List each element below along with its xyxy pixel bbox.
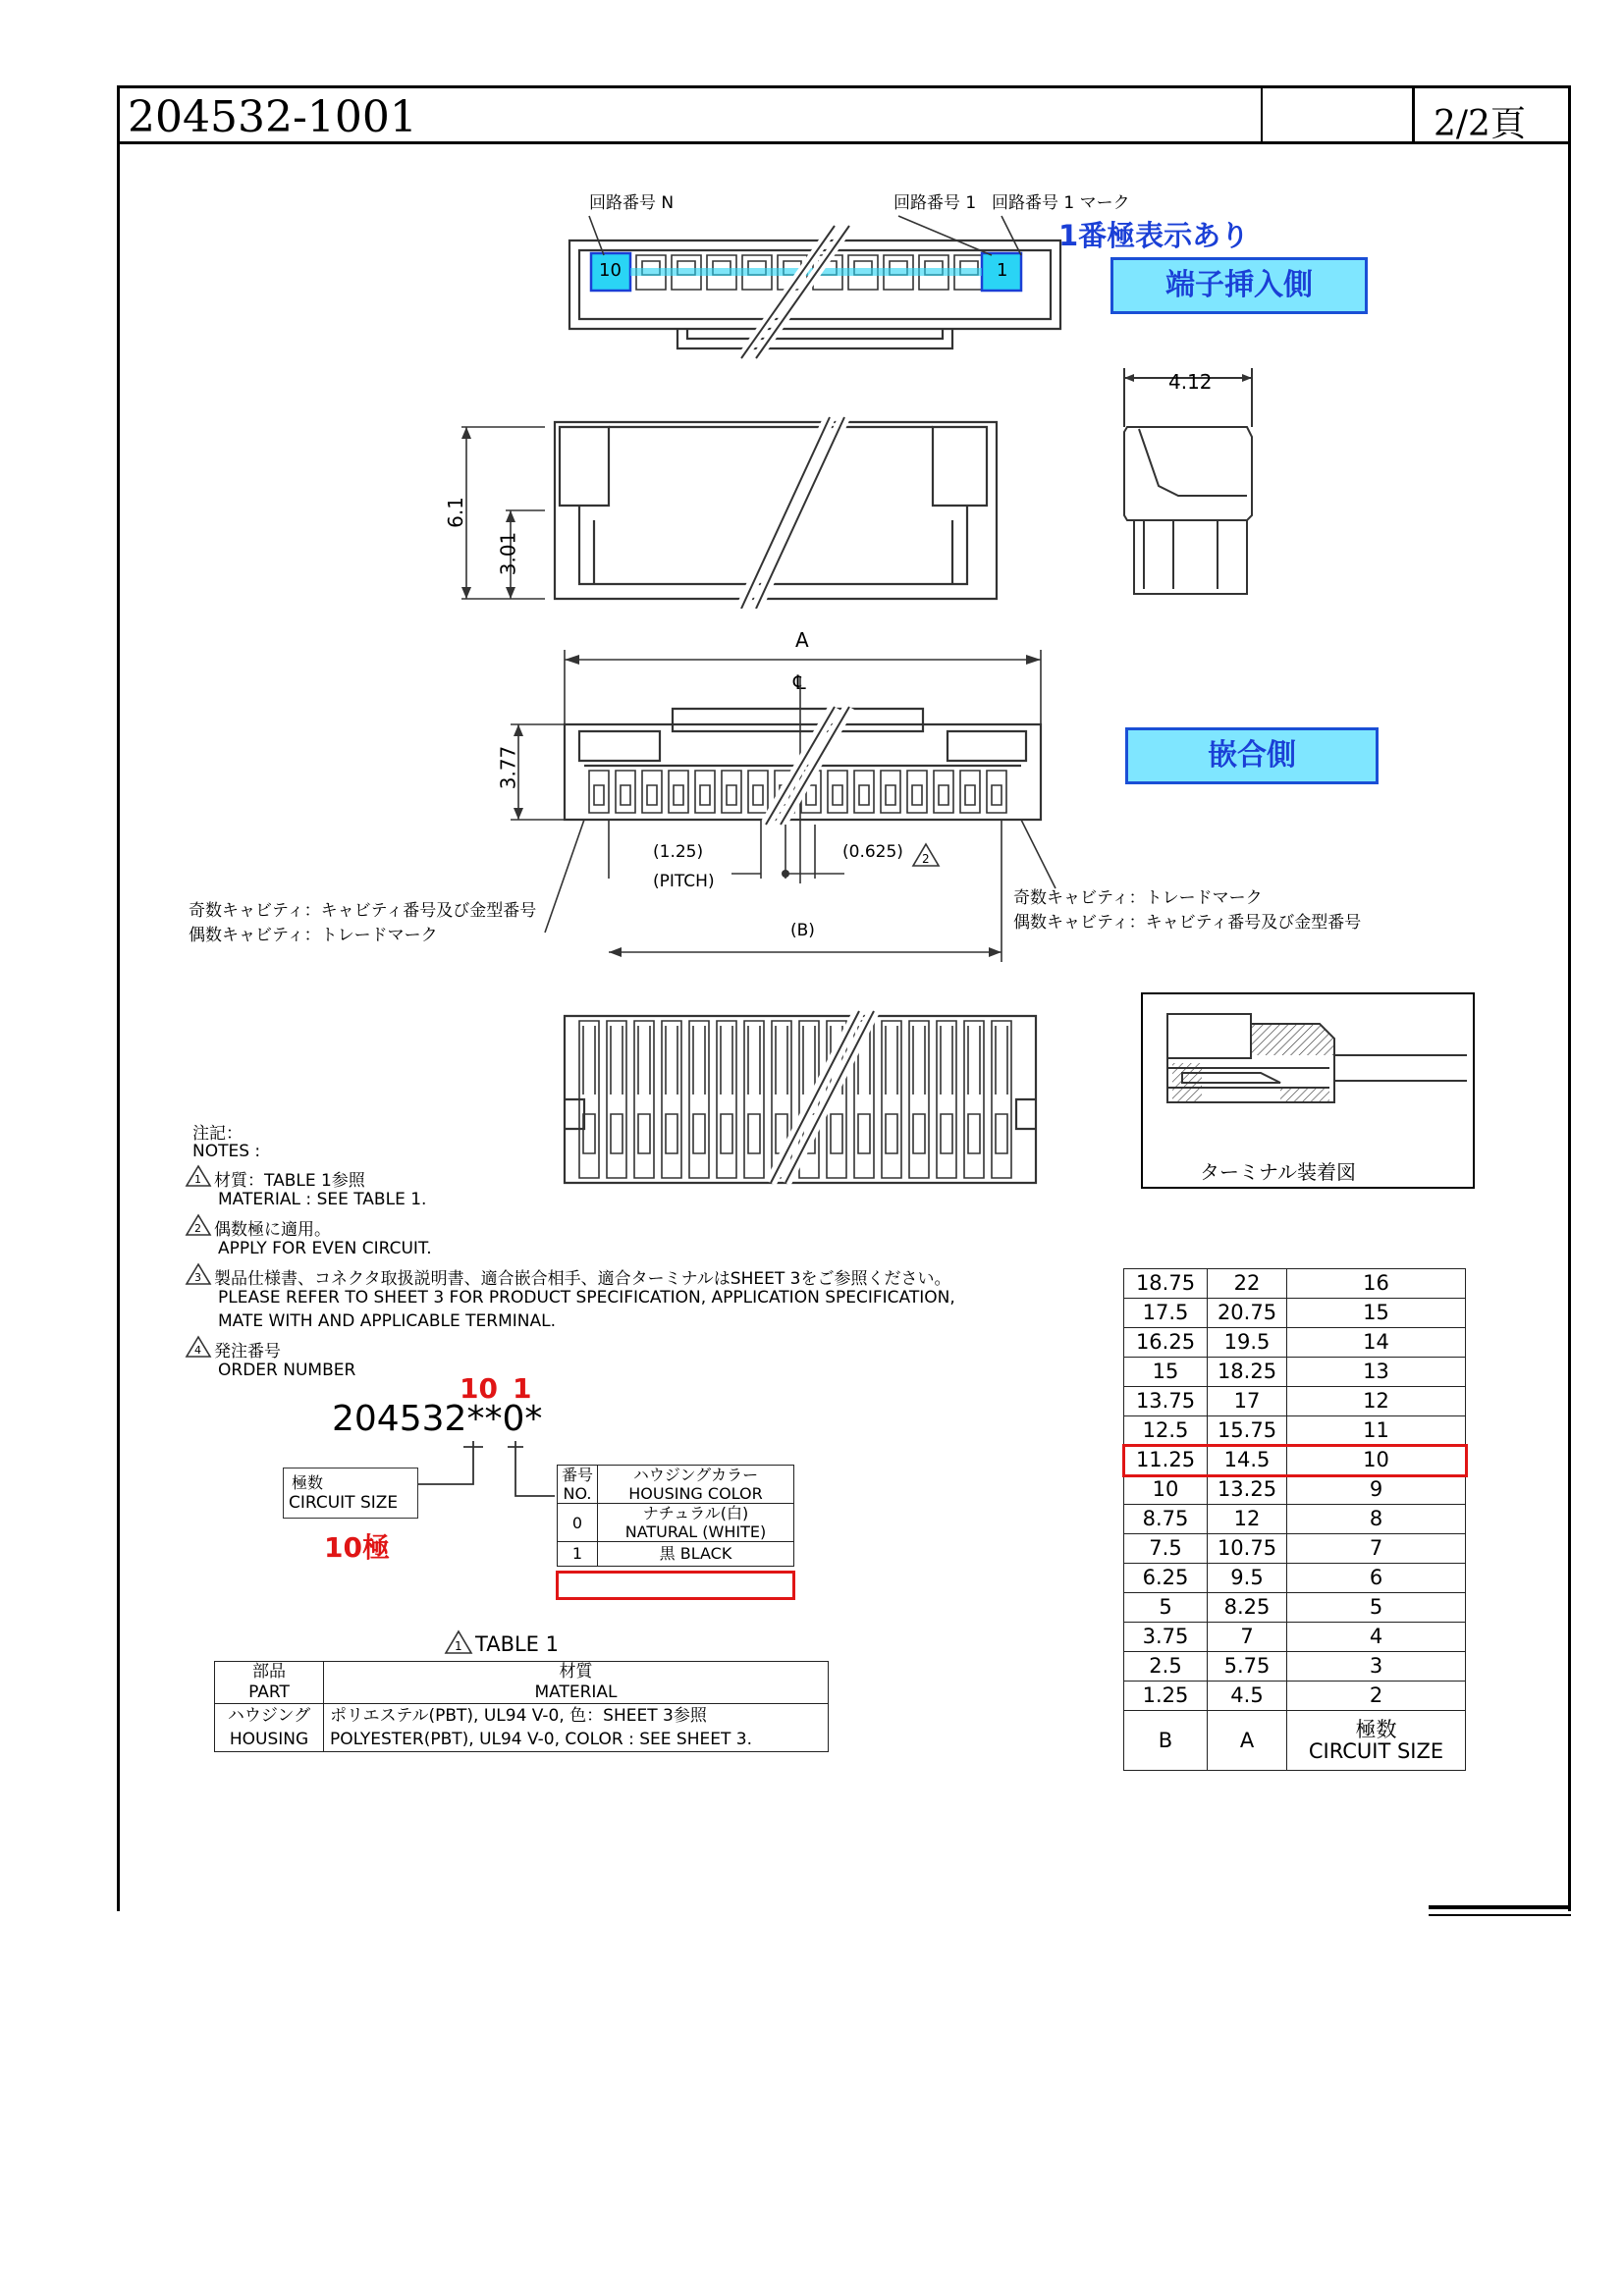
terminal-caption: ターミナル装着図: [1200, 1160, 1356, 1184]
frame-bottom-mark: [1429, 1905, 1571, 1909]
dim-cell-b: 1.25: [1124, 1682, 1208, 1711]
offset-note-number: 2: [922, 852, 930, 866]
bottom-slot: [882, 1021, 901, 1178]
svg-text:4: 4: [194, 1344, 201, 1357]
dim-table-row: [1124, 1682, 1466, 1711]
dim-cell-b: 15: [1124, 1358, 1208, 1387]
table1: [214, 1661, 829, 1752]
black-color-highlight: [556, 1571, 795, 1600]
dim-cell-b: 18.75: [1124, 1269, 1208, 1299]
insertion-side-label: 端子挿入側: [1110, 257, 1368, 314]
hc-head-color-en: HOUSING COLOR: [628, 1484, 763, 1503]
dim-cell-a: 13.25: [1208, 1475, 1287, 1505]
hc-row0-color-jp: ナチュラル(白): [642, 1504, 749, 1522]
dim-table-row: [1124, 1416, 1466, 1446]
pitch-value: (1.25): [653, 842, 704, 862]
frame-right: [1568, 144, 1571, 1911]
dim-cell-a: 10.75: [1208, 1534, 1287, 1564]
note-4-en: ORDER NUMBER: [218, 1361, 356, 1380]
elev-dim-partial: 3.01: [496, 531, 520, 576]
svg-text:3: 3: [194, 1271, 201, 1284]
dim-cell-size: 6: [1287, 1564, 1466, 1593]
note-2-jp: 偶数極に適用。: [214, 1220, 331, 1240]
svg-text:1: 1: [194, 1173, 201, 1186]
dim-cell-b: 5: [1124, 1593, 1208, 1623]
dim-footer-size: [1287, 1711, 1466, 1771]
part-number: 204532-1001: [128, 92, 417, 142]
note-4-jp: 発注番号: [214, 1342, 281, 1362]
note-3-en2: MATE WITH AND APPLICABLE TERMINAL.: [218, 1311, 556, 1331]
dim-cell-b: 11.25: [1124, 1446, 1208, 1475]
dim-cell-size: 13: [1287, 1358, 1466, 1387]
t1-head-part-en: PART: [248, 1682, 290, 1702]
dimension-table: [1123, 1268, 1466, 1771]
sheet-number: 2/2頁: [1434, 104, 1526, 144]
right-note-1: 奇数キャビティ：トレードマーク: [1013, 888, 1263, 908]
dim-table-row: [1124, 1534, 1466, 1564]
circuit-1-mark-label: 回路番号 1 マーク: [992, 193, 1130, 213]
dim-cell-a: 4.5: [1208, 1682, 1287, 1711]
hc-row1-no: 1: [558, 1542, 598, 1567]
dim-table-row: [1124, 1505, 1466, 1534]
t1-head-part: [215, 1662, 324, 1704]
hc-head-no: [558, 1466, 598, 1504]
front-slot: [695, 771, 715, 813]
hc-head-color: [598, 1466, 794, 1504]
bottom-slot: [964, 1021, 984, 1178]
dim-cell-a: 5.75: [1208, 1652, 1287, 1682]
dim-cell-size: 5: [1287, 1593, 1466, 1623]
circuit-size-en: CIRCUIT SIZE: [289, 1493, 399, 1513]
dim-table-row: [1124, 1299, 1466, 1328]
bottom-view-drawing: [560, 1006, 1051, 1188]
title-block: [117, 85, 1571, 144]
dim-table-row: [1124, 1269, 1466, 1299]
bottom-slot: [634, 1021, 654, 1178]
bottom-slot: [689, 1021, 709, 1178]
bottom-slot: [607, 1021, 626, 1178]
t1-row-mat: [324, 1704, 829, 1752]
front-slot: [960, 771, 980, 813]
dim-table-row: [1124, 1652, 1466, 1682]
dim-cell-a: 18.25: [1208, 1358, 1287, 1387]
t1-row-part: [215, 1704, 324, 1752]
front-view-drawing: [491, 638, 1060, 962]
dim-cell-b: 3.75: [1124, 1623, 1208, 1652]
circuit-size-box: [283, 1468, 418, 1519]
bottom-slot: [744, 1021, 764, 1178]
dim-cell-b: 10: [1124, 1475, 1208, 1505]
t1-row-mat-jp: ポリエステル(PBT), UL94 V-0, 色：SHEET 3参照: [330, 1706, 707, 1726]
pin1-note: 1番極表示あり: [1058, 219, 1250, 252]
dim-cell-b: 13.75: [1124, 1387, 1208, 1416]
note-4-triangle-icon: [185, 1335, 212, 1359]
dim-cell-a: 9.5: [1208, 1564, 1287, 1593]
dim-cell-b: 7.5: [1124, 1534, 1208, 1564]
dim-cell-b: 16.25: [1124, 1328, 1208, 1358]
front-slot: [987, 771, 1006, 813]
title-divider: [1261, 88, 1415, 141]
dim-table-row: [1124, 1564, 1466, 1593]
dim-footer-b: B: [1124, 1711, 1208, 1771]
bottom-slot: [662, 1021, 681, 1178]
dim-cell-size: 9: [1287, 1475, 1466, 1505]
front-dim-height: 3.77: [496, 745, 520, 790]
dim-table-row: [1124, 1387, 1466, 1416]
right-note-2: 偶数キャビティ：キャビティ番号及び金型番号: [1013, 913, 1362, 933]
table1-title: TABLE 1: [475, 1632, 559, 1656]
dim-table-row: [1124, 1593, 1466, 1623]
front-slot: [881, 771, 900, 813]
dim-footer-a: A: [1208, 1711, 1287, 1771]
note-2-triangle-icon: [911, 842, 941, 868]
elev-dim-total: 6.1: [443, 497, 467, 528]
pin-1-label: 1: [997, 260, 1008, 281]
dim-table-row: [1124, 1623, 1466, 1652]
dim-cell-size: 7: [1287, 1534, 1466, 1564]
bottom-slot: [909, 1021, 929, 1178]
dim-cell-b: 2.5: [1124, 1652, 1208, 1682]
dim-table-row: [1124, 1328, 1466, 1358]
svg-text:1: 1: [455, 1639, 462, 1653]
t1-head-mat-en: MATERIAL: [534, 1682, 618, 1702]
dim-a-label: A: [795, 628, 809, 652]
note-1-jp: 材質：TABLE 1参照: [214, 1171, 365, 1191]
left-note-1: 奇数キャビティ：キャビティ番号及び金型番号: [189, 901, 537, 921]
front-slot: [828, 771, 847, 813]
dim-cell-b: 12.5: [1124, 1416, 1208, 1446]
dim-cell-size: 11: [1287, 1416, 1466, 1446]
bottom-slot: [937, 1021, 956, 1178]
notes-title-en: NOTES :: [192, 1142, 261, 1161]
order-mark-circuit: 10: [460, 1372, 498, 1405]
t1-head-mat: [324, 1662, 829, 1704]
dim-cell-a: 17: [1208, 1387, 1287, 1416]
t1-head-mat-jp: 材質: [559, 1662, 593, 1682]
front-slot: [748, 771, 768, 813]
front-slot: [589, 771, 609, 813]
dim-footer-size-jp: 極数: [1355, 1718, 1397, 1741]
dim-cell-size: 16: [1287, 1269, 1466, 1299]
side-view-drawing: [1100, 358, 1276, 604]
circuit-10-highlight: [1122, 1444, 1468, 1477]
dim-cell-size: 12: [1287, 1387, 1466, 1416]
dim-cell-size: 10: [1287, 1446, 1466, 1475]
dim-cell-size: 3: [1287, 1652, 1466, 1682]
pin-10-label: 10: [599, 260, 622, 281]
dim-cell-size: 14: [1287, 1328, 1466, 1358]
hc-row0-color-en: NATURAL (WHITE): [624, 1522, 767, 1541]
dim-cell-size: 8: [1287, 1505, 1466, 1534]
dim-cell-size: 4: [1287, 1623, 1466, 1652]
hc-head-no-en: NO.: [563, 1484, 592, 1503]
t1-head-part-jp: 部品: [252, 1662, 286, 1682]
note-2-triangle-icon-notes: [185, 1213, 212, 1237]
t1-row-part-en: HOUSING: [229, 1730, 309, 1749]
note-3-jp: 製品仕様書、コネクタ取扱説明書、適合嵌合相手、適合ターミナルはSHEET 3をご参照ください。: [214, 1269, 951, 1289]
hc-row0-color: [598, 1504, 794, 1542]
dim-cell-a: 19.5: [1208, 1328, 1287, 1358]
front-slot: [722, 771, 741, 813]
hc-head-color-jp: ハウジングカラー: [632, 1466, 759, 1484]
centerline-mark: ℄: [793, 670, 806, 694]
note-1-triangle-icon: [185, 1164, 212, 1188]
hc-head-no-jp: 番号: [561, 1466, 593, 1484]
front-slot: [934, 771, 953, 813]
dim-cell-size: 15: [1287, 1299, 1466, 1328]
side-dim-width: 4.12: [1168, 370, 1213, 394]
notes-title-jp: 注記：: [192, 1124, 243, 1144]
housing-color-table: [557, 1465, 794, 1567]
mating-side-label: 嵌合側: [1125, 727, 1379, 784]
note-3-triangle-icon: [185, 1262, 212, 1286]
terminal-drawing: [1143, 994, 1473, 1142]
dim-cell-a: 12: [1208, 1505, 1287, 1534]
elevation-drawing: [437, 412, 1056, 609]
dim-cell-size: 2: [1287, 1682, 1466, 1711]
dim-cell-b: 6.25: [1124, 1564, 1208, 1593]
order-base-number: 204532: [332, 1399, 467, 1439]
dim-cell-b: 8.75: [1124, 1505, 1208, 1534]
dim-cell-a: 8.25: [1208, 1593, 1287, 1623]
order-suffix: **0*: [466, 1399, 543, 1439]
dim-table-row: [1124, 1358, 1466, 1387]
left-note-2: 偶数キャビティ：トレードマーク: [189, 926, 438, 945]
t1-row-part-jp: ハウジング: [227, 1706, 311, 1726]
hc-row0-no: 0: [558, 1504, 598, 1542]
dim-table-row: [1124, 1475, 1466, 1505]
bottom-slot: [992, 1021, 1011, 1178]
front-slot: [616, 771, 635, 813]
offset-value: (0.625): [842, 842, 903, 862]
note-3-en: PLEASE REFER TO SHEET 3 FOR PRODUCT SPECIFICATION, APPLICATION SPECIFICATION,: [218, 1288, 955, 1308]
svg-text:2: 2: [194, 1222, 201, 1235]
frame-left: [117, 144, 120, 1911]
dim-cell-a: 14.5: [1208, 1446, 1287, 1475]
dim-cell-a: 7: [1208, 1623, 1287, 1652]
circuit-size-jp: 極数: [292, 1473, 324, 1492]
dim-b-label: (B): [790, 921, 815, 940]
order-mark-color: 1: [513, 1372, 532, 1405]
bottom-slot: [717, 1021, 736, 1178]
front-slot: [907, 771, 927, 813]
dim-cell-b: 17.5: [1124, 1299, 1208, 1328]
frame-bottom-mark-2: [1429, 1914, 1571, 1916]
pitch-label: (PITCH): [653, 872, 715, 891]
front-slot: [642, 771, 662, 813]
table1-triangle-icon: [444, 1629, 473, 1655]
dim-cell-a: 15.75: [1208, 1416, 1287, 1446]
order-base: [332, 1399, 542, 1439]
dim-cell-a: 22: [1208, 1269, 1287, 1299]
dim-footer-size-en: CIRCUIT SIZE: [1308, 1739, 1444, 1763]
circuit-1-label: 回路番号 1: [893, 193, 977, 213]
circuit-n-label: 回路番号 N: [589, 193, 675, 213]
order-leaders: [412, 1435, 560, 1504]
terminal-figure-box: [1141, 992, 1475, 1189]
dim-cell-a: 20.75: [1208, 1299, 1287, 1328]
hc-row1-color: 黒 BLACK: [598, 1542, 794, 1567]
note-2-en: APPLY FOR EVEN CIRCUIT.: [218, 1239, 432, 1258]
front-slot: [669, 771, 688, 813]
circuit-value: 10極: [324, 1531, 390, 1564]
t1-row-mat-en: POLYESTER(PBT), UL94 V-0, COLOR : SEE SHEET 3.: [330, 1730, 752, 1749]
note-1-en: MATERIAL : SEE TABLE 1.: [218, 1190, 427, 1209]
front-slot: [854, 771, 874, 813]
